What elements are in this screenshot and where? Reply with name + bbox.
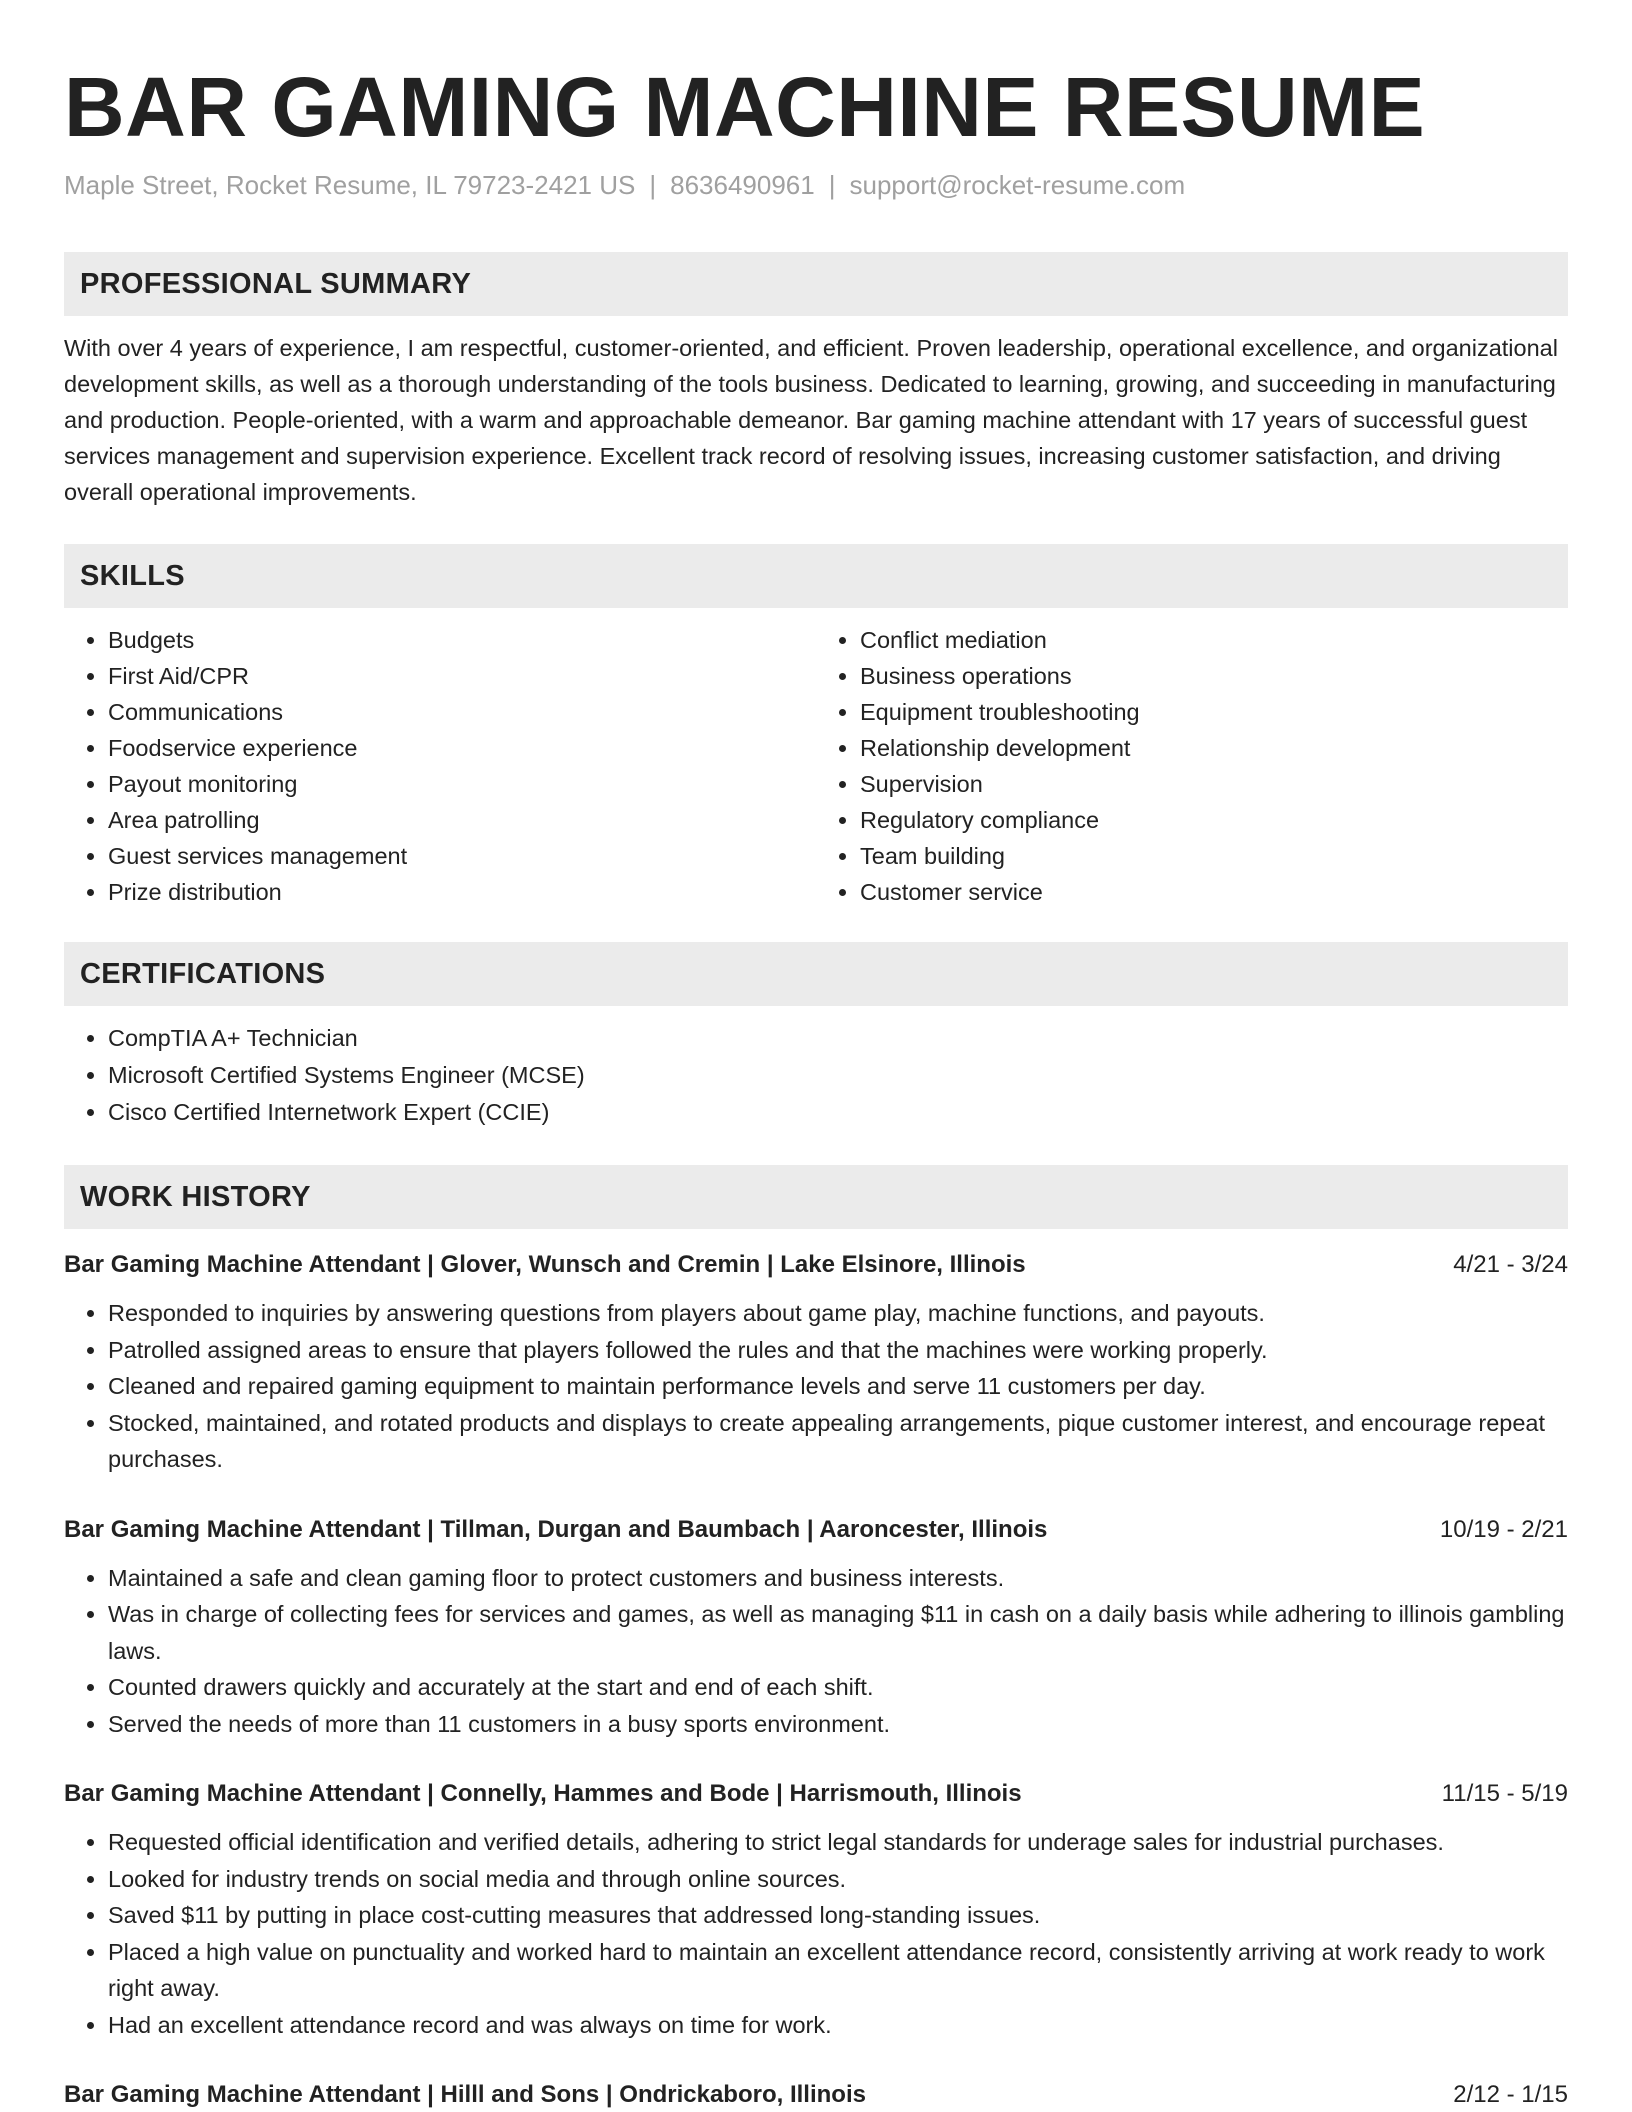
resume-page — [64, 0, 1568, 2111]
job-entry — [64, 1778, 1568, 2043]
section-header-certifications: CERTIFICATIONS — [64, 942, 1568, 1006]
separator: | — [649, 170, 657, 200]
phone: 8636490961 — [670, 170, 815, 200]
skill-item: • Payout monitoring — [108, 766, 816, 802]
separator: | — [828, 170, 836, 200]
skill-item: • Communications — [108, 694, 816, 730]
job-dates: 4/21 - 3/24 — [1453, 1251, 1568, 1278]
certification-item: • Cisco Certified Internetwork Expert (CCIE) — [108, 1094, 1568, 1131]
job-dates: 2/12 - 1/15 — [1453, 2081, 1568, 2108]
job-bullets — [64, 1295, 1568, 1478]
job-bullet: • Stocked, maintained, and rotated products and displays to create appealing arrangements, pique customer interest, and encourage repeat purchases. — [108, 1405, 1568, 1478]
section-header-summary: PROFESSIONAL SUMMARY — [64, 252, 1568, 316]
skill-item: • Foodservice experience — [108, 730, 816, 766]
skill-item: • Conflict mediation — [860, 622, 1568, 658]
section-header-work-history: WORK HISTORY — [64, 1165, 1568, 1229]
job-title: Bar Gaming Machine Attendant | Glover, Wunsch and Cremin | Lake Elsinore, Illinois — [64, 1251, 1026, 1278]
job-bullet: • Had an excellent attendance record and was always on time for work. — [108, 2007, 1568, 2044]
job-bullet: • Requested official identification and verified details, adhering to strict legal standards for underage sales for industrial purchases. — [108, 1824, 1568, 1861]
job-heading — [64, 1778, 1568, 1810]
certification-item: • Microsoft Certified Systems Engineer (MCSE) — [108, 1057, 1568, 1094]
summary-text: With over 4 years of experience, I am respectful, customer-oriented, and efficient. Proven leadership, operational excellence, and organizational development skills, as well as a thorough understanding of the tools business. Dedicated to learning, growing, and succeeding in manufacturing and production. People-oriented, with a warm and approachable demeanor. Bar gaming machine attendant with 17 years of successful guest services management and supervision experience. Excellent track record of resolving issues, increasing customer satisfaction, and driving overall operational improvements. — [64, 335, 1558, 505]
skill-item: • Guest services management — [108, 838, 816, 874]
skills-list-right — [816, 622, 1568, 910]
job-bullet: • Placed a high value on punctuality and worked hard to maintain an excellent attendance record, consistently arriving at work ready to work right away. — [108, 1934, 1568, 2007]
job-title: Bar Gaming Machine Attendant | Connelly, Hammes and Bode | Harrismouth, Illinois — [64, 1780, 1022, 1807]
job-bullets — [64, 1560, 1568, 1743]
resume-title: BAR GAMING MACHINE RESUME — [64, 60, 1426, 154]
skill-item: • Business operations — [860, 658, 1568, 694]
skill-item: • Equipment troubleshooting — [860, 694, 1568, 730]
job-title: Bar Gaming Machine Attendant | Tillman, Durgan and Baumbach | Aaroncester, Illinois — [64, 1515, 1048, 1543]
email: support@rocket-resume.com — [849, 170, 1186, 200]
job-dates: 10/19 - 2/21 — [1439, 1515, 1568, 1543]
skill-item: • Supervision — [860, 766, 1568, 802]
skill-item: • Relationship development — [860, 730, 1568, 766]
certifications-list — [64, 1020, 1568, 1131]
job-entry — [64, 2079, 1568, 2111]
skill-item: • Prize distribution — [108, 874, 816, 910]
job-bullet: • Saved $11 by putting in place cost-cutting measures that addressed long-standing issues. — [108, 1897, 1568, 1934]
job-title: Bar Gaming Machine Attendant | Hilll and Sons | Ondrickaboro, Illinois — [64, 2081, 866, 2108]
job-entry — [64, 1514, 1568, 1743]
skill-item: • Customer service — [860, 874, 1568, 910]
job-bullet: • Maintained a safe and clean gaming floor to protect customers and business interests. — [108, 1560, 1568, 1597]
job-bullet: • Looked for industry trends on social media and through online sources. — [108, 1861, 1568, 1898]
skill-item: • Team building — [860, 838, 1568, 874]
job-heading — [64, 1249, 1568, 1281]
skill-item: • Budgets — [108, 622, 816, 658]
certification-item: • CompTIA A+ Technician — [108, 1020, 1568, 1057]
job-bullet: • Was in charge of collecting fees for services and games, as well as managing $11 in cash on a daily basis while adhering to illinois gambling laws. — [108, 1596, 1568, 1669]
skill-item: • Area patrolling — [108, 802, 816, 838]
job-bullet: • Served the needs of more than 11 customers in a busy sports environment. — [108, 1706, 1568, 1743]
section-header-skills: SKILLS — [64, 544, 1568, 608]
contact-line — [64, 168, 1568, 202]
skill-item: • First Aid/CPR — [108, 658, 816, 694]
job-heading — [64, 1514, 1568, 1546]
job-bullet: • Patrolled assigned areas to ensure that players followed the rules and that the machines were working properly. — [108, 1332, 1568, 1369]
skills-list-left — [64, 622, 816, 910]
job-bullet: • Responded to inquiries by answering questions from players about game play, machine functions, and payouts. — [108, 1295, 1568, 1332]
job-bullet: • Cleaned and repaired gaming equipment to maintain performance levels and serve 11 customers per day. — [108, 1368, 1568, 1405]
skills-columns — [64, 622, 1568, 910]
job-bullet: • Counted drawers quickly and accurately at the start and end of each shift. — [108, 1669, 1568, 1706]
skill-item: • Regulatory compliance — [860, 802, 1568, 838]
job-entry — [64, 1249, 1568, 1478]
job-heading — [64, 2079, 1568, 2111]
address: Maple Street, Rocket Resume, IL 79723-2421 US — [64, 170, 636, 200]
job-dates: 11/15 - 5/19 — [1441, 1780, 1568, 1807]
job-bullets — [64, 1824, 1568, 2043]
